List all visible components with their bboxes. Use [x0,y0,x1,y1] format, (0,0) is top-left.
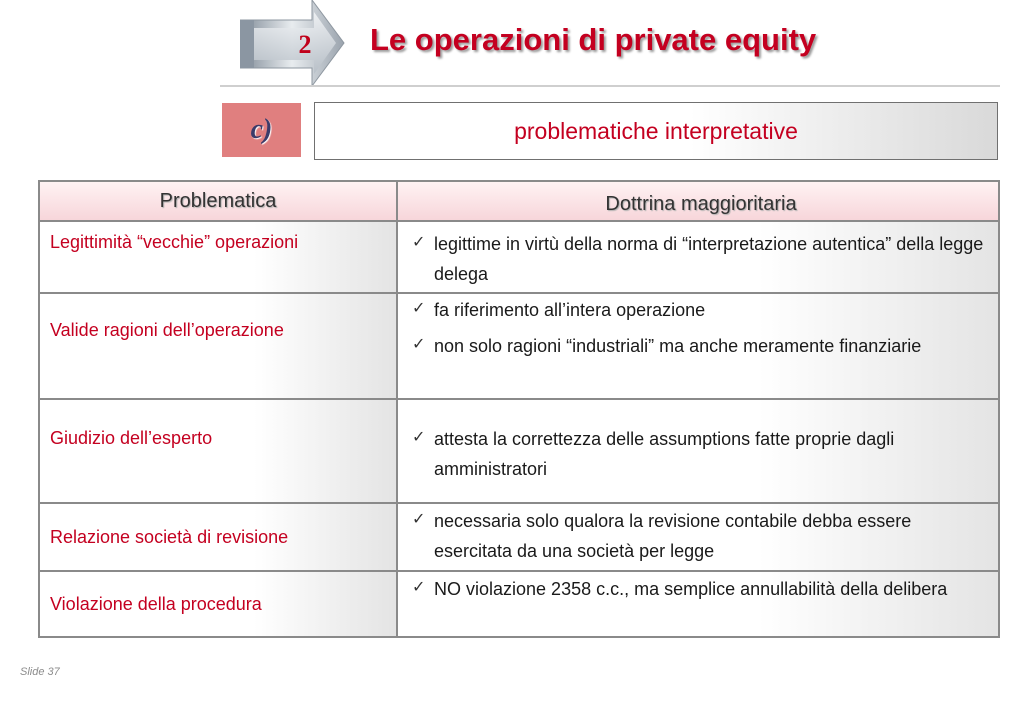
doctrine-cell [398,504,998,570]
table-row [40,222,998,292]
list-item [412,229,990,289]
issues-table [38,180,1000,638]
table-header-row [40,182,998,220]
checkmark-icon: ✓ [412,336,426,353]
doctrine-cell [398,222,998,292]
table-row [40,504,998,570]
title-divider [220,85,1000,87]
doctrine-cell [398,294,998,398]
section-letter: c) [250,114,273,145]
list-item [412,574,990,604]
table-row [40,400,998,502]
list-item [412,331,990,361]
section-number: 2 [298,30,312,59]
column-header-dottrina: Dottrina maggioritaria [398,182,998,220]
doctrine-point: legittime in virtù della norma di “interpretazione autentica” della legge delega [434,234,984,284]
page-title: Le operazioni di private equity [370,22,817,57]
checkmark-icon: ✓ [412,579,426,596]
slide-number: Slide 37 [20,666,60,678]
checkmark-icon: ✓ [412,300,426,317]
section-letter-badge [222,103,301,157]
doctrine-point: non solo ragioni “industriali” ma anche meramente finanziarie [434,336,922,356]
issue-cell: Giudizio dell’esperto [40,400,398,502]
list-item [412,506,990,566]
list-item [412,295,990,325]
table-row [40,572,998,636]
doctrine-point: NO violazione 2358 c.c., ma semplice annullabilità della delibera [434,579,948,599]
checkmark-icon: ✓ [412,234,426,251]
issue-cell: Relazione società di revisione [40,504,398,570]
doctrine-cell [398,572,998,636]
issue-cell: Violazione della procedura [40,572,398,636]
checkmark-icon: ✓ [412,511,426,528]
issue-cell: Valide ragioni dell’operazione [40,294,398,398]
list-item [412,424,990,484]
section-subtitle: problematiche interpretative [314,102,998,160]
section-chevron [240,0,350,86]
column-header-problematica: Problematica [40,182,398,220]
doctrine-point: fa riferimento all’intera operazione [434,300,706,320]
doctrine-cell [398,400,998,502]
checkmark-icon: ✓ [412,429,426,446]
table-row [40,294,998,398]
doctrine-point: necessaria solo qualora la revisione contabile debba essere esercitata da una società per legge [434,511,912,561]
doctrine-point: attesta la correttezza delle assumptions fatte proprie dagli amministratori [434,429,895,479]
issue-cell: Legittimità “vecchie” operazioni [40,222,398,292]
